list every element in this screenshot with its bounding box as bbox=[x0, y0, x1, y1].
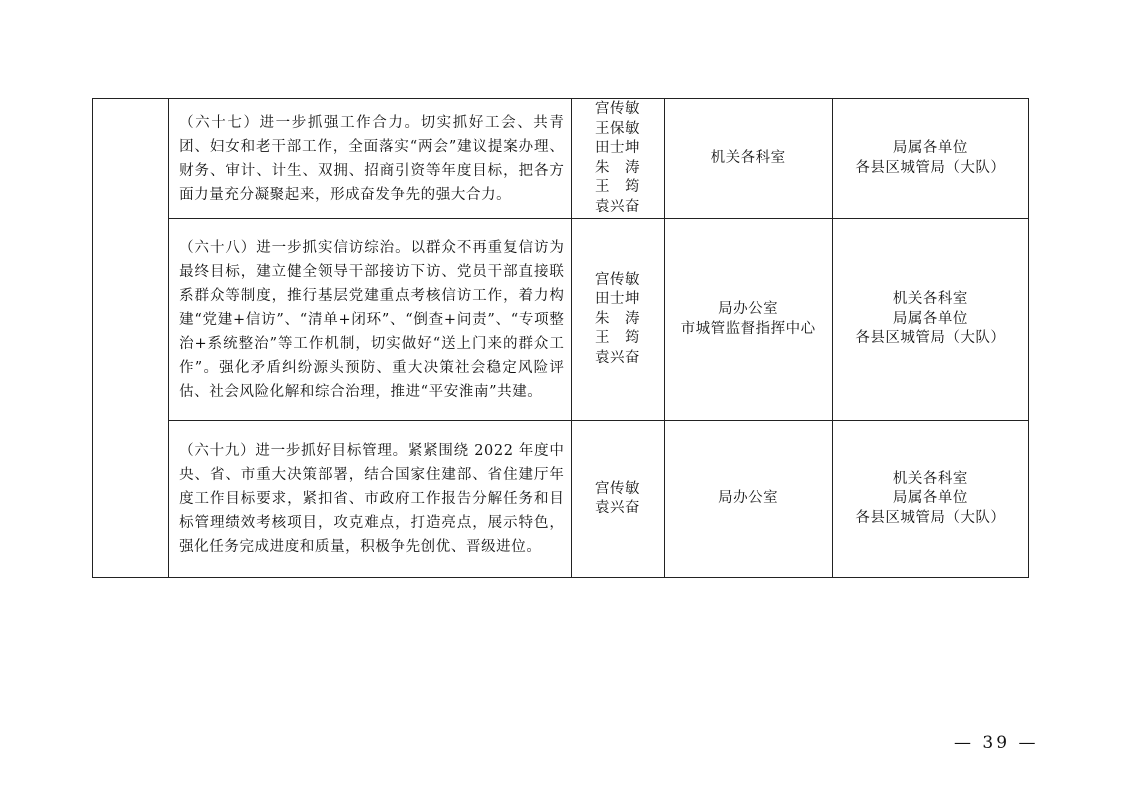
responsible-unit: 局办公室 bbox=[718, 301, 779, 317]
leader-name: 王 筠 bbox=[595, 330, 641, 347]
cooperating-cell bbox=[832, 99, 1028, 219]
page-number: — 39 — bbox=[954, 733, 1039, 753]
category-cell bbox=[93, 99, 169, 578]
responsible-cell bbox=[664, 219, 832, 421]
leader-name: 王保敏 bbox=[595, 120, 641, 137]
cooperating-unit: 各县区城管局（大队） bbox=[855, 509, 1006, 526]
responsible-cell bbox=[664, 99, 832, 219]
cooperating-unit: 局属各单位 bbox=[892, 490, 968, 507]
task-cell bbox=[169, 219, 571, 421]
cooperating-unit: 局属各单位 bbox=[892, 140, 968, 156]
task-text: （六十九）进一步抓好目标管理。紧紧围绕 2022 年度中央、省、市重大决策部署，结合国家住建部、省住建厅年度工作目标要求，紧扣省、市政府工作报告分解任务和目标管理绩效考核项目，攻克难点，打造亮点，展示特色，强化任务完成进度和质量，积极争先创优、晋级进位。 bbox=[179, 443, 565, 555]
task-cell bbox=[169, 99, 571, 219]
task-text: （六十七）进一步抓强工作合力。切实抓好工会、共青团、妇女和老干部工作，全面落实“两会”建议提案办理、财务、审计、计生、双拥、招商引资等年度目标，把各方面力量充分凝聚起来，形成奋发争先的强大合力。 bbox=[179, 114, 565, 203]
responsible-unit: 局办公室 bbox=[718, 490, 779, 507]
leader-name: 王 筠 bbox=[595, 179, 641, 195]
leader-name: 朱 涛 bbox=[595, 159, 641, 176]
cooperating-unit: 各县区城管局（大队） bbox=[855, 159, 1006, 176]
responsible-cell bbox=[664, 421, 832, 578]
task-table bbox=[92, 98, 1029, 578]
table-row bbox=[93, 219, 1029, 421]
table-row bbox=[93, 421, 1029, 578]
task-text: （六十八）进一步抓实信访综治。以群众不再重复信访为最终目标，建立健全领导干部接访下访、党员干部直接联系群众等制度，推行基层党建重点考核信访工作，着力构建“党建+信访”、“清单+闭环”、“倒查+问责”、“专项整治+系统整治”等工作机制，切实做好“送上门来的群众工作”。强化矛盾纠纷源头预防、重大决策社会稳定风险评估、社会风险化解和综合治理，推进“平安淮南”共建。 bbox=[179, 239, 565, 400]
cooperating-unit: 各县区城管局（大队） bbox=[855, 330, 1006, 347]
cooperating-cell bbox=[832, 219, 1028, 421]
responsible-unit: 市城管监督指挥中心 bbox=[680, 320, 816, 337]
leaders-cell bbox=[571, 99, 664, 219]
leader-name: 袁兴奋 bbox=[595, 349, 641, 366]
responsible-unit: 机关各科室 bbox=[710, 149, 786, 166]
leader-name: 宫传敏 bbox=[595, 480, 641, 497]
leader-name: 田士坤 bbox=[595, 140, 641, 156]
cooperating-cell bbox=[832, 421, 1028, 578]
cooperating-unit: 局属各单位 bbox=[892, 310, 968, 327]
leader-name: 宫传敏 bbox=[595, 271, 641, 288]
leader-name: 宫传敏 bbox=[595, 101, 641, 117]
cooperating-unit: 机关各科室 bbox=[892, 470, 968, 487]
leader-name: 袁兴奋 bbox=[595, 500, 641, 516]
leaders-cell bbox=[571, 421, 664, 578]
leaders-cell bbox=[571, 219, 664, 421]
task-cell bbox=[169, 421, 571, 578]
leader-name: 朱 涛 bbox=[595, 310, 641, 327]
leader-name: 袁兴奋 bbox=[595, 198, 641, 215]
leader-name: 田士坤 bbox=[595, 291, 641, 308]
cooperating-unit: 机关各科室 bbox=[892, 291, 968, 308]
table-row bbox=[93, 99, 1029, 219]
